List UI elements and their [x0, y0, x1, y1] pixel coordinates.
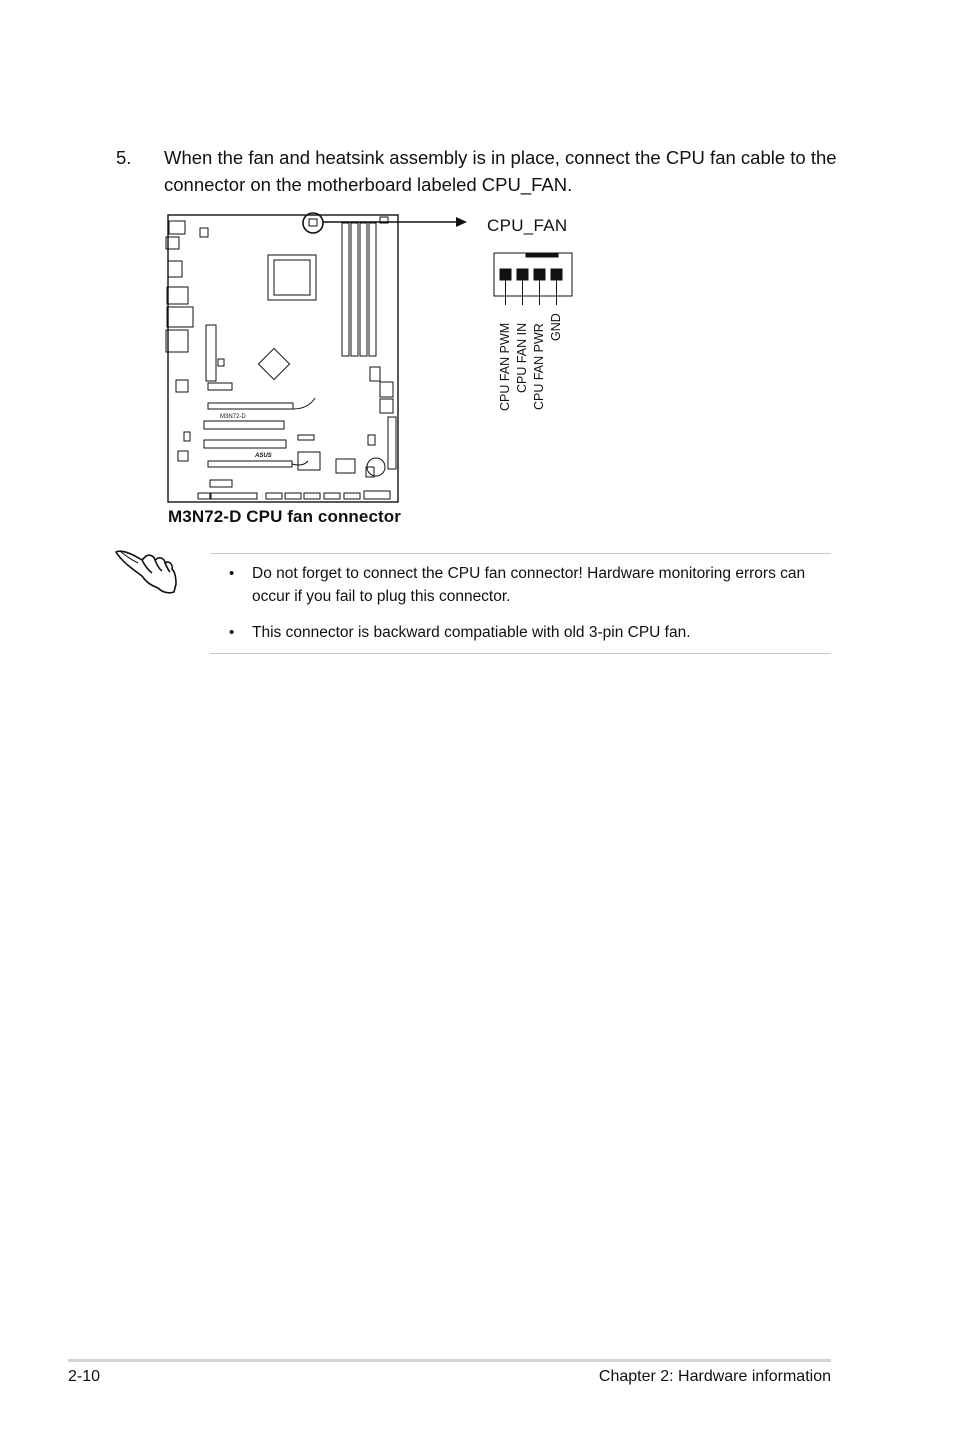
note-divider-top [210, 553, 831, 554]
pin-label-pwr: CPU FAN PWR [532, 323, 546, 410]
step-text: When the fan and heatsink assembly is in place, connect the CPU fan cable to the connector on the motherboard labeled CPU_FAN. [164, 147, 837, 195]
motherboard-diagram [158, 205, 478, 505]
cpu-fan-pinout [490, 248, 580, 318]
footer-divider [68, 1359, 831, 1362]
board-logo-text: ASUS [255, 453, 272, 459]
note-item-2: This connector is backward compatiable with old 3-pin CPU fan. [252, 624, 691, 641]
bullet-2: • [229, 624, 235, 641]
pin-label-pwm: CPU FAN PWM [498, 322, 512, 411]
page-number: 2-10 [68, 1368, 101, 1385]
note-divider-bottom [210, 653, 831, 654]
connector-title: CPU_FAN [487, 216, 568, 235]
chapter-title: Chapter 2: Hardware information [598, 1368, 831, 1385]
note-item-1: Do not forget to connect the CPU fan connector! Hardware monitoring errors can occur if you fail to plug this connector. [252, 565, 806, 605]
step-number: 5. [116, 147, 132, 168]
pin-label-gnd: GND [549, 313, 563, 341]
pin-label-fan-in: CPU FAN IN [515, 322, 529, 393]
board-model-text: M3N72-D [220, 414, 246, 420]
hand-pointer-icon [112, 546, 182, 598]
bullet-1: • [229, 565, 235, 582]
figure-caption: M3N72-D CPU fan connector [168, 507, 401, 526]
